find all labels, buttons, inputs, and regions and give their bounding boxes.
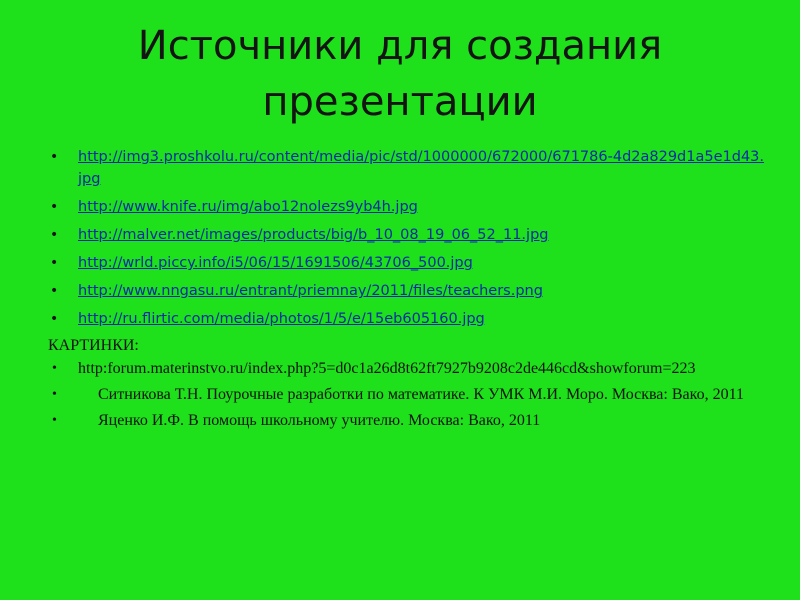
references-list: [48, 358, 768, 436]
list-item: [48, 196, 768, 218]
slide-title: [0, 18, 800, 130]
reference-book-yatsenko: Яценко И.Ф. В помощь школьному учителю. Москва: Вако, 2011: [98, 412, 541, 429]
slide-title-line-2: презентации: [262, 79, 538, 125]
source-link-5[interactable]: http://www.nngasu.ru/entrant/priemnay/2011/files/teachers.png: [78, 283, 543, 299]
source-link-3[interactable]: http://malver.net/images/products/big/b_10_08_19_06_52_11.jpg: [78, 227, 549, 243]
source-link-1[interactable]: http://img3.proshkolu.ru/content/media/pic/std/1000000/672000/671786-4d2a829d1a5e1d43.jpg: [78, 149, 765, 187]
bullet-icon: •: [50, 255, 59, 271]
list-item: [48, 308, 768, 330]
list-item: [48, 410, 768, 432]
bullet-icon: •: [52, 387, 57, 402]
reference-book-sitnikova: Ситникова Т.Н. Поурочные разработки по математике. К УМК М.И. Моро. Москва: Вако, 2011: [98, 386, 744, 403]
reference-forum-url: http:forum.materinstvo.ru/index.php?5=d0c1a26d8t62ft7927b9208c2de446cd&showforum=223: [78, 360, 696, 377]
list-item: [48, 384, 768, 406]
bullet-icon: •: [52, 361, 57, 376]
source-links-list: [48, 146, 768, 336]
bullet-icon: •: [50, 227, 59, 243]
bullet-icon: •: [50, 283, 59, 299]
source-link-4[interactable]: http://wrld.piccy.info/i5/06/15/1691506/43706_500.jpg: [78, 255, 473, 271]
section-label-pictures: КАРТИНКИ:: [48, 337, 139, 354]
source-link-6[interactable]: http://ru.flirtic.com/media/photos/1/5/e/15eb605160.jpg: [78, 311, 485, 327]
source-link-2[interactable]: http://www.knife.ru/img/abo12nolezs9yb4h.jpg: [78, 199, 418, 215]
bullet-icon: •: [52, 413, 57, 428]
list-item: [48, 224, 768, 246]
bullet-icon: •: [50, 149, 59, 165]
bullet-icon: •: [50, 311, 59, 327]
list-item: [48, 358, 768, 380]
slide-title-line-1: Источники для создания: [137, 23, 663, 69]
list-item: [48, 146, 768, 190]
bullet-icon: •: [50, 199, 59, 215]
list-item: [48, 252, 768, 274]
list-item: [48, 280, 768, 302]
